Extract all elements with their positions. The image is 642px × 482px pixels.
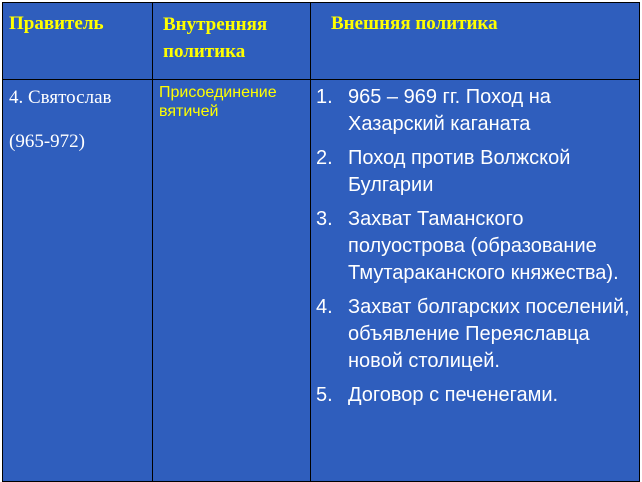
ruler-cell — [3, 80, 153, 482]
list-item-number: 2. — [316, 147, 333, 169]
list-item — [311, 294, 633, 375]
header-ruler: Правитель — [3, 3, 153, 80]
list-item-number: 4. — [316, 296, 333, 318]
list-item-number: 1. — [316, 86, 333, 108]
header-internal-policy: Внутренняя политика — [153, 3, 311, 80]
list-item — [311, 84, 633, 138]
ruler-name: 4. Святослав — [9, 87, 112, 108]
internal-policy-text: Присоединение вятичей — [159, 84, 277, 120]
table-row — [3, 80, 640, 482]
list-item — [311, 206, 633, 287]
list-item-text: Договор с печенегами. — [348, 384, 559, 406]
ruler-years: (965-972) — [9, 131, 85, 152]
header-external-policy: Внешняя политика — [311, 3, 640, 80]
history-table — [2, 2, 640, 482]
list-item-number: 5. — [316, 384, 333, 406]
external-policy-list — [311, 84, 633, 409]
internal-policy-cell — [153, 80, 311, 482]
external-policy-cell — [311, 80, 640, 482]
list-item-text: Захват болгарских поселений, объявление Переяславца новой столицей. — [348, 296, 630, 372]
list-item-text: Поход против Волжской Булгарии — [348, 147, 571, 196]
list-item-number: 3. — [316, 208, 333, 230]
list-item — [311, 382, 633, 409]
header-row — [3, 3, 640, 80]
list-item-text: 965 – 969 гг. Поход на Хазарский каганата — [348, 86, 551, 135]
list-item-text: Захват Таманского полуострова (образование Тмутараканского княжества). — [348, 208, 619, 284]
list-item — [311, 145, 633, 199]
